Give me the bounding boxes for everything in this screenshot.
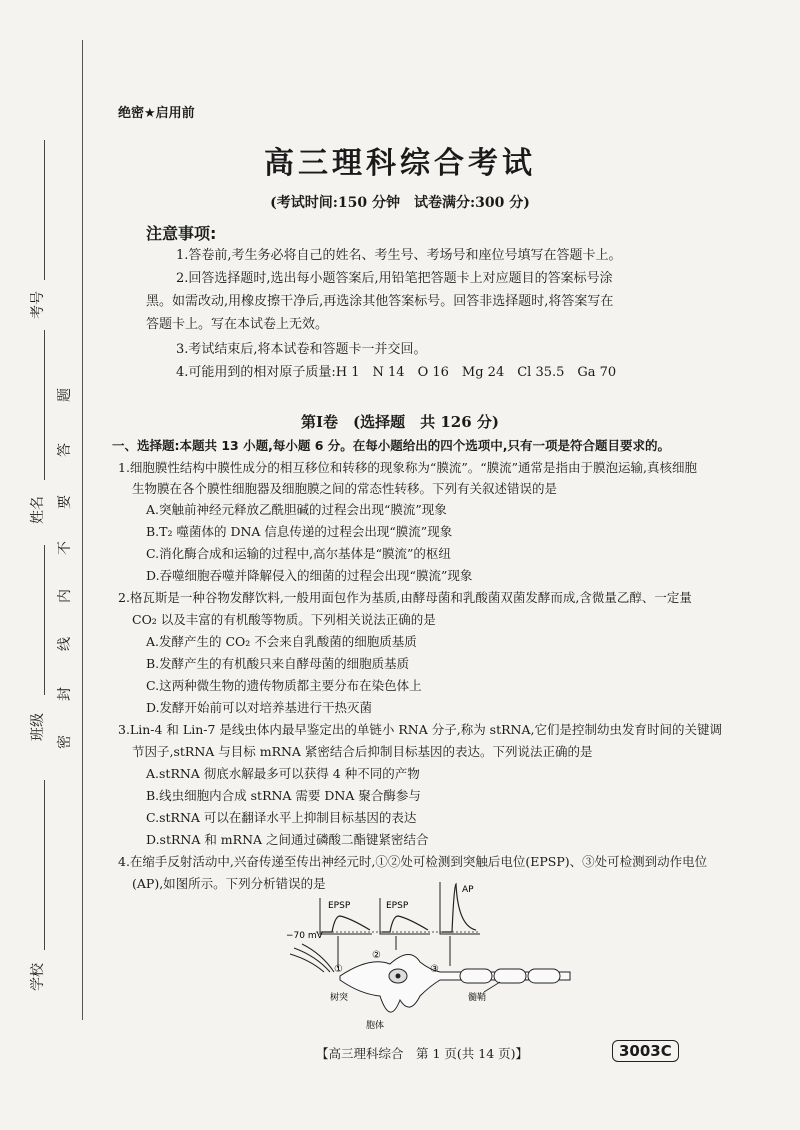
question-3-option: B.线虫细胞内合成 stRNA 需要 DNA 聚合酶参与 xyxy=(146,788,421,803)
note-item: 3.考试结束后,将本试卷和答题卡一并交回。 xyxy=(176,342,427,357)
question-4-stem: 4.在缩手反射活动中,兴奋传递至传出神经元时,①②处可检测到突触后电位(EPSP)、③处可检测到动作电位 xyxy=(118,854,708,869)
paper-code: 3003C xyxy=(612,1040,679,1062)
school-underline xyxy=(44,780,45,950)
question-1-option: C.消化酶合成和运输的过程中,高尔基体是“膜流”的枢纽 xyxy=(146,546,451,561)
school-label: 学校 xyxy=(30,963,46,991)
note-item: 4.可能用到的相对原子质量:H 1 N 14 O 16 Mg 24 Cl 35.5 Ga 70 xyxy=(176,365,617,380)
page-footer: 【高三理科综合 第 1 页(共 14 页)】 xyxy=(316,1046,529,1061)
seal-char: 线 xyxy=(57,637,73,651)
myelin-label: 髓鞘 xyxy=(468,993,487,1003)
seal-char: 封 xyxy=(57,687,73,701)
voltage-label: −70 mV xyxy=(286,931,323,941)
question-3-option: C.stRNA 可以在翻译水平上抑制目标基因的表达 xyxy=(146,810,417,825)
question-2-option: B.发酵产生的有机酸只来自酵母菌的细胞质基质 xyxy=(146,656,410,671)
epsp-graph-1 xyxy=(320,898,372,934)
ap-graph xyxy=(440,882,480,934)
dendrite-label: 树突 xyxy=(330,993,349,1003)
marker-1: ① xyxy=(334,964,343,975)
question-3-option: A.stRNA 彻底水解最多可以获得 4 种不同的产物 xyxy=(146,766,420,781)
question-2-option: C.这两种微生物的遗传物质都主要分布在染色体上 xyxy=(146,678,422,693)
section-instruction: 一、选择题:本题共 13 小题,每小题 6 分。在每小题给出的四个选项中,只有一项是符合题目要求的。 xyxy=(112,438,670,453)
question-2-option: D.发酵开始前可以对培养基进行干热灭菌 xyxy=(146,700,373,715)
question-1-option: D.吞噬细胞吞噬并降解侵入的细菌的过程会出现“膜流”现象 xyxy=(146,568,473,583)
page-title: 高三理科综合考试 xyxy=(264,146,536,181)
notes-heading: 注意事项: xyxy=(146,224,217,243)
seal-line xyxy=(82,40,83,1020)
class-underline xyxy=(44,545,45,695)
seal-char: 要 xyxy=(57,495,73,509)
note-item: 黑。如需改动,用橡皮擦干净后,再选涂其他答案标号。回答非选择题时,将答案写在 xyxy=(146,294,614,309)
name-label: 姓名 xyxy=(30,496,46,524)
seal-char: 内 xyxy=(57,589,73,603)
question-1-option: A.突触前神经元释放乙酰胆碱的过程会出现“膜流”现象 xyxy=(146,502,447,517)
note-item: 答题卡上。写在本试卷上无效。 xyxy=(146,317,329,332)
marker-2: ② xyxy=(372,950,381,961)
seal-char: 答 xyxy=(57,443,73,457)
seal-char: 题 xyxy=(57,388,73,402)
note-item: 1.答卷前,考生务必将自己的姓名、考生号、考场号和座位号填写在答题卡上。 xyxy=(176,248,622,263)
question-1-stem: 生物膜在各个膜性细胞器及细胞膜之间的常态性转移。下列有关叙述错误的是 xyxy=(132,481,558,496)
name-underline xyxy=(44,330,45,480)
epsp-label-2: EPSP xyxy=(386,901,409,911)
question-2-stem: CO₂ 以及丰富的有机酸等物质。下列相关说法正确的是 xyxy=(132,612,436,627)
question-2-option: A.发酵产生的 CO₂ 不会来自乳酸菌的细胞质基质 xyxy=(146,634,417,649)
question-1-option: B.T₂ 噬菌体的 DNA 信息传递的过程会出现“膜流”现象 xyxy=(146,524,453,539)
question-3-stem: 3.Lin-4 和 Lin-7 是线虫体内最早鉴定出的单链小 RNA 分子,称为 stRNA,它们是控制幼虫发育时间的关键调 xyxy=(118,722,722,737)
question-4-stem: (AP),如图所示。下列分析错误的是 xyxy=(132,876,326,891)
neuron-figure xyxy=(280,876,580,1036)
marker-3: ③ xyxy=(430,964,439,975)
seal-char: 不 xyxy=(57,541,73,555)
secret-notice: 绝密★启用前 xyxy=(118,106,195,121)
question-3-stem: 节因子,stRNA 与目标 mRNA 紧密结合后抑制目标基因的表达。下列说法正确的是 xyxy=(132,744,593,759)
ap-label: AP xyxy=(462,885,474,895)
exam-no-label: 考号 xyxy=(30,291,46,319)
section-title: 第Ⅰ卷 (选择题 共 126 分) xyxy=(301,413,499,431)
seal-char: 密 xyxy=(57,735,73,749)
soma-label: 胞体 xyxy=(366,1021,385,1031)
exam-time-info: (考试时间:150 分钟 试卷满分:300 分) xyxy=(270,195,530,211)
question-2-stem: 2.格瓦斯是一种谷物发酵饮料,一般用面包作为基质,由酵母菌和乳酸菌双菌发酵而成,含微量乙醇、一定量 xyxy=(118,590,692,605)
question-3-option: D.stRNA 和 mRNA 之间通过磷酸二酯键紧密结合 xyxy=(146,832,429,847)
note-item: 2.回答选择题时,选出每小题答案后,用铅笔把答题卡上对应题目的答案标号涂 xyxy=(176,271,613,286)
epsp-graph-2 xyxy=(380,898,430,934)
class-label: 班级 xyxy=(30,713,46,741)
epsp-label-1: EPSP xyxy=(328,901,351,911)
question-1-stem: 1.细胞膜性结构中膜性成分的相互移位和转移的现象称为“膜流”。“膜流”通常是指由于膜泡运输,真核细胞 xyxy=(118,460,697,475)
